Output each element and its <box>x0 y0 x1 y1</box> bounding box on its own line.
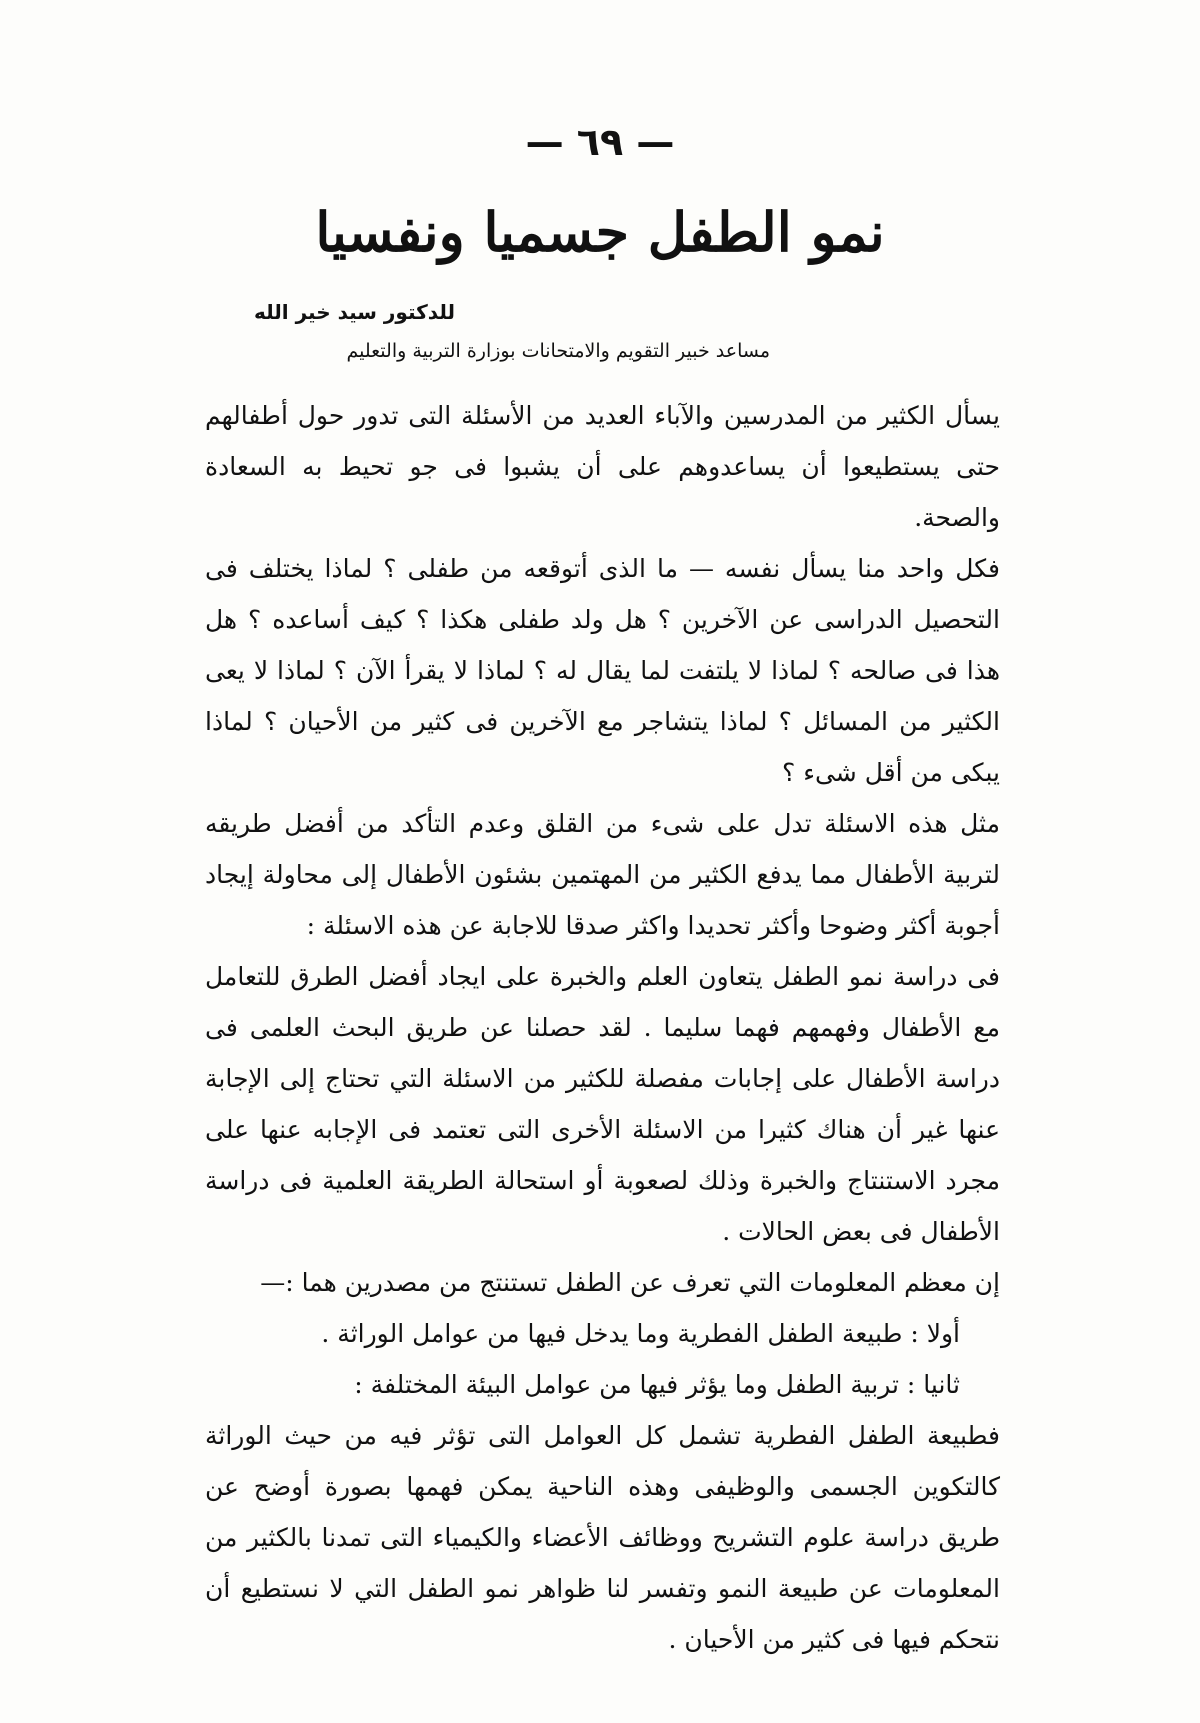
paragraph: فطبيعة الطفل الفطرية تشمل كل العوامل التى تؤثر فيه من حيث الوراثة كالتكوين الجسمى والوظيفى وهذه الناحية يمكن فهمها بصورة أوضح عن طريق دراسة علوم التشريح ووظائف الأعضاء والكيمياء التى تمدنا بالكثير من المعلومات عن طبيعة النمو وتفسر لنا ظواهر نمو الطفل التي لا نستطيع أن نتحكم فيها فى كثير من الأحيان . <box>205 1421 1001 1654</box>
list-item-second: ثانيا : تربية الطفل وما يؤثر فيها من عوامل البيئة المختلفة : <box>354 1370 960 1399</box>
page-number: — ٦٩ — <box>525 120 675 164</box>
article-title: نمو الطفل جسميا ونفسيا <box>315 200 885 264</box>
author-role: مساعد خبير التقويم والامتحانات بوزارة التربية والتعليم <box>346 340 770 362</box>
list-item-first: أولا : طبيعة الطفل الفطرية وما يدخل فيها من عوامل الوراثة . <box>321 1319 960 1348</box>
paragraph: فكل واحد منا يسأل نفسه — ما الذى أتوقعه من طفلى ؟ لماذا يختلف فى التحصيل الدراسى عن الآخرين ؟ هل ولد طفلى هكذا ؟ كيف أساعده ؟ هل هذا فى صالحه ؟ لماذا لا يلتفت لما يقال له ؟ لماذا لا يقرأ الآن ؟ لماذا لا يعى الكثير من المسائل ؟ لماذا يتشاجر مع الآخرين فى كثير من الأحيان ؟ لماذا يبكى من أقل شىء ؟ <box>205 554 1000 787</box>
paragraph: إن معظم المعلومات التي تعرف عن الطفل تستنتج من مصدرين هما :— <box>260 1268 1000 1297</box>
paragraph: يسأل الكثير من المدرسين والآباء العديد من الأسئلة التى تدور حول أطفالهم حتى يستطيعوا أن يساعدوهم على أن يشبوا فى جو تحيط به السعادة والصحة. <box>205 401 1000 532</box>
paragraph: مثل هذه الاسئلة تدل على شىء من القلق وعدم التأكد من أفضل طريقه لتربية الأطفال مما يدفع الكثير من المهتمين بشئون الأطفال إلى محاولة إيجاد أجوبة أكثر وضوحا وأكثر تحديدا واكثر صدقا للاجابة عن هذه الاسئلة : <box>205 809 1000 940</box>
paragraph: فى دراسة نمو الطفل يتعاون العلم والخبرة على ايجاد أفضل الطرق للتعامل مع الأطفال وفهمهم فهما سليما . لقد حصلنا عن طريق البحث العلمى فى دراسة الأطفال على إجابات مفصلة للكثير من الاسئلة التي تحتاج إلى الإجابة عنها غير أن هناك كثيرا من الاسئلة الأخرى التى تعتمد فى الإجابه عنها على مجرد الاستنتاج والخبرة وذلك لصعوبة أو استحالة الطريقة العلمية فى دراسة الأطفال فى بعض الحالات . <box>205 962 1000 1246</box>
article-body <box>205 390 1000 1665</box>
author-name: للدكتور سيد خير الله <box>253 300 455 324</box>
